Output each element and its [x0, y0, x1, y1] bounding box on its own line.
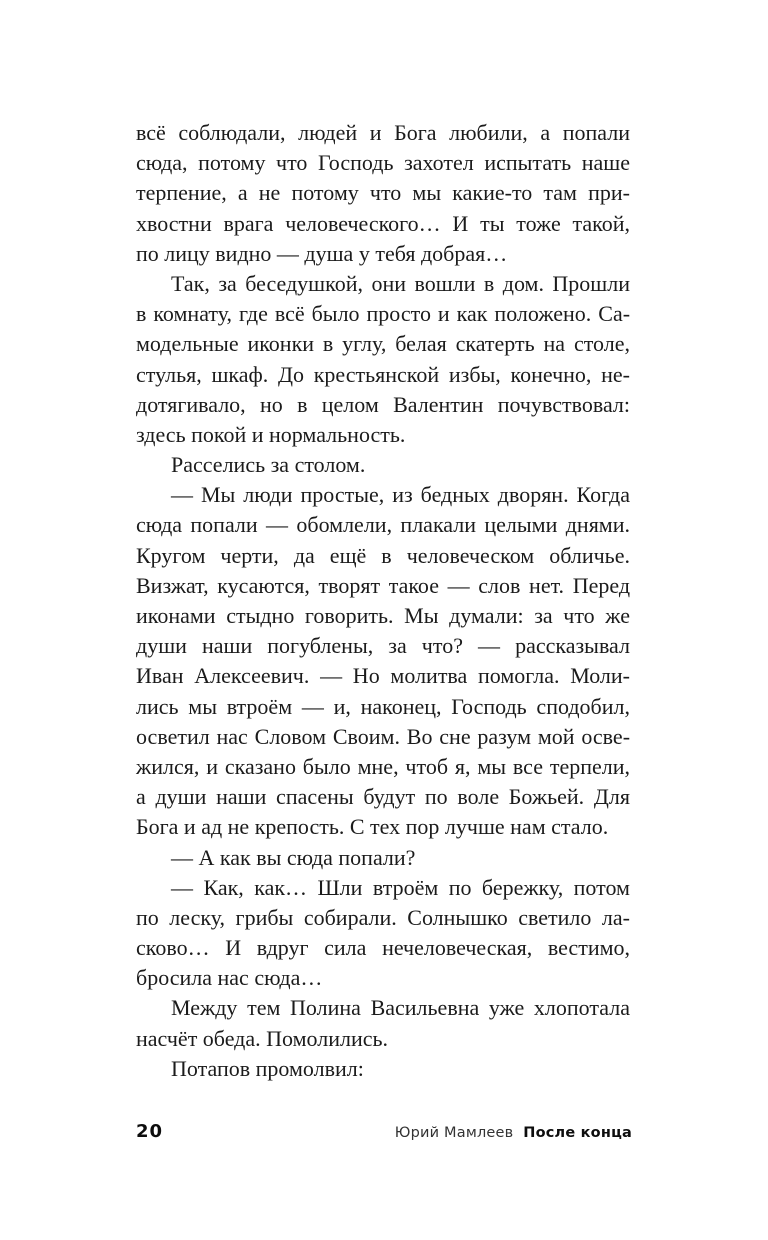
text-line: по леску, грибы собирали. Солнышко светило ла-	[136, 904, 630, 930]
text-line: Кругом черти, да ещё в человеческом обличье.	[136, 542, 630, 568]
page-footer	[136, 1121, 632, 1142]
text-line: души наши погублены, за что? — рассказывал	[136, 633, 630, 659]
page-number: 20	[136, 1121, 164, 1142]
text-line: по лицу видно — душа у тебя добрая…	[136, 240, 508, 266]
text-line: Расселись за столом.	[171, 452, 366, 478]
text-line: сково… И вдруг сила нечеловеческая, вестимо,	[136, 935, 631, 961]
text-line: сюда попали — обомлели, плакали целыми днями.	[136, 512, 631, 538]
text-line: жился, и сказано было мне, чтоб я, мы все терпели,	[136, 753, 631, 779]
text-line: Бога и ад не крепость. С тех пор лучше нам стало.	[136, 814, 609, 840]
text-line: осветил нас Словом Своим. Во сне разум мой осве-	[136, 723, 631, 749]
text-line: всё соблюдали, людей и Бога любили, а попали	[136, 120, 630, 145]
text-line: модельные иконки в углу, белая скатерть на столе,	[136, 331, 630, 357]
text-line: в комнату, где всё было просто и как положено. Са-	[136, 301, 631, 327]
page-text-block	[136, 118, 630, 1084]
text-line: Так, за беседушкой, они вошли в дом. Прошли	[171, 270, 631, 296]
text-line: здесь покой и нормальность.	[136, 421, 406, 447]
text-line: Потапов промолвил:	[171, 1055, 364, 1081]
text-line: — Как, как… Шли втроём по бережку, потом	[171, 874, 630, 900]
text-line: сюда, потому что Господь захотел испытать наше	[136, 150, 630, 176]
text-line: Иван Алексеевич. — Но молитва помогла. Моли-	[136, 663, 630, 689]
text-line: лись мы втроём — и, наконец, Господь сподобил,	[136, 693, 630, 719]
text-line: Между тем Полина Васильевна уже хлопотала	[171, 995, 630, 1021]
text-line: — Мы люди простые, из бедных дворян. Когда	[171, 482, 631, 508]
running-title	[395, 1125, 632, 1141]
text-line: терпение, а не потому что мы какие-то там при-	[136, 180, 630, 206]
author-name: Юрий Мамлеев	[394, 1125, 514, 1141]
text-line: хвостни врага человеческого… И ты тоже такой,	[136, 210, 630, 236]
text-line: стулья, шкаф. До крестьянской избы, конечно, не-	[136, 361, 631, 387]
text-line: бросила нас сюда…	[136, 965, 323, 991]
text-line: — А как вы сюда попали?	[171, 844, 416, 870]
text-line: Визжат, кусаются, творят такое — слов нет. Перед	[136, 572, 631, 598]
text-line: дотягивало, но в целом Валентин почувствовал:	[136, 391, 631, 417]
text-line: а души наши спасены будут по воле Божьей. Для	[136, 784, 630, 810]
text-line: иконами стыдно говорить. Мы думали: за что же	[136, 603, 630, 628]
book-title: После конца	[523, 1125, 632, 1141]
text-line: насчёт обеда. Помолились.	[136, 1025, 389, 1051]
